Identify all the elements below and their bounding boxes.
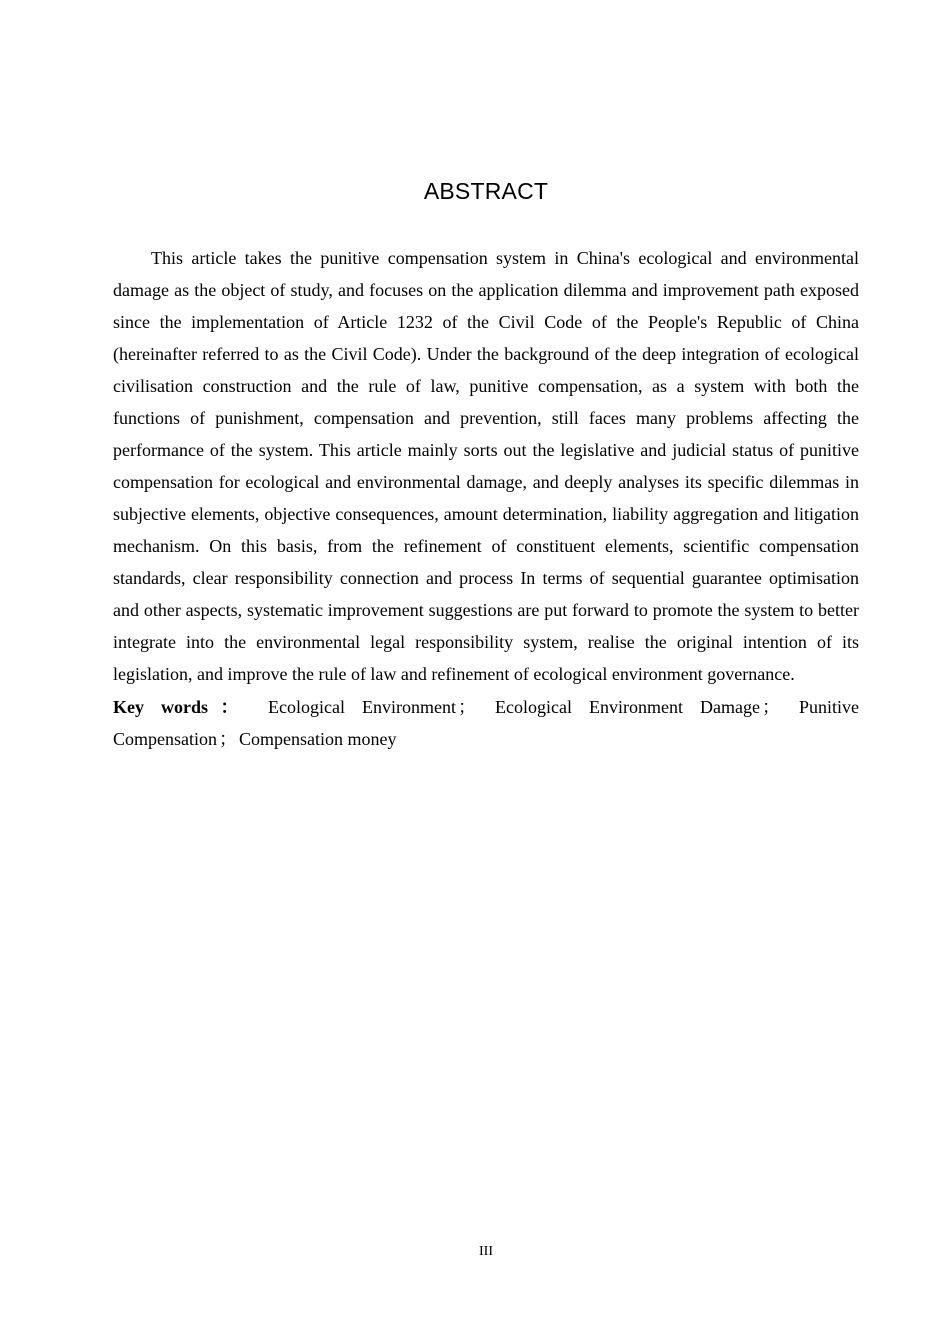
- page-number: III: [479, 1244, 493, 1259]
- abstract-title: ABSTRACT: [423, 178, 549, 204]
- keywords-label: Key words：: [113, 697, 252, 717]
- keywords-line: [113, 691, 859, 755]
- keyword-separator: ；: [219, 729, 237, 749]
- abstract-body: [113, 242, 859, 755]
- abstract-paragraph: This article takes the punitive compensation system in China's ecological and environmental damage as the object of study, and focuses on the application dilemma and improvement path exposed since the implementation of Article 1232 of the Civil Code of the People's Republic of China (hereinafter referred to as the Civil Code). Under the background of the deep integration of ecological civilisation construction and the rule of law, punitive compensation, as a system with both the functions of punishment, compensation and prevention, still faces many problems affecting the performance of the system. This article mainly sorts out the legislative and judicial status of punitive compensation for ecological and environmental damage, and deeply analyses its specific dilemmas in subjective elements, objective consequences, amount determination, liability aggregation and litigation mechanism. On this basis, from the refinement of constituent elements, scientific compensation standards, clear responsibility connection and process In terms of sequential guarantee optimisation and other aspects, systematic improvement suggestions are put forward to promote the system to better integrate into the environmental legal responsibility system, realise the original intention of its legislation, and improve the rule of law and refinement of ecological environment governance.: [113, 248, 859, 684]
- keyword-item: Ecological Environment: [268, 697, 457, 717]
- keyword-item: Ecological Environment Damage: [495, 697, 760, 717]
- keyword-separator: ；: [458, 697, 477, 717]
- keyword-item: Punitive Compensation: [113, 697, 860, 749]
- keyword-item: Compensation money: [239, 729, 397, 749]
- keyword-separator: ；: [761, 697, 780, 717]
